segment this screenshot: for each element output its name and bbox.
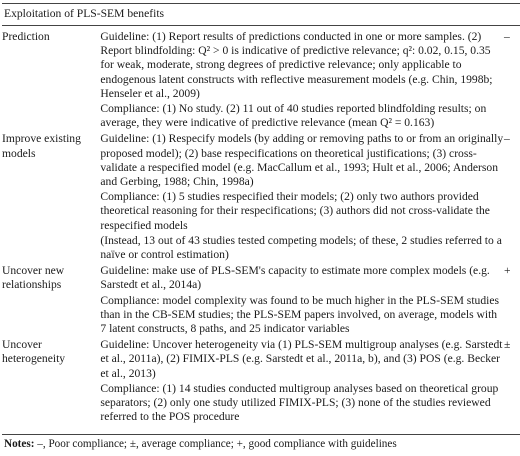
notes-text: –, Poor compliance; ±, average compliance; +, good compliance with guidelines <box>34 438 397 450</box>
table-row <box>2 264 518 338</box>
table-row <box>2 132 518 264</box>
row-compliance: Compliance: (1) No study. (2) 11 out of 40 studies reported blindfolding results; on average, they were indicative of predictive relevance (mean Q² = 0.163) <box>100 102 487 130</box>
row-category: Uncover heterogeneity <box>2 338 66 366</box>
row-body <box>100 264 504 338</box>
row-rating: – <box>503 30 510 43</box>
row-guideline: Guideline: (1) Respecify models (by adding or removing paths to or from an originally proposed model); (2) base respecifications on theoretical justifications; (3) cross-validate a respecified model (e.g. MacCallum et al., 1993; Hult et al., 2006; Anderson and Gerbing, 1988; Chin, 1998a) <box>100 132 504 189</box>
row-category: Prediction <box>2 30 50 43</box>
row-compliance: Compliance: model complexity was found to be much higher in the PLS-SEM studies than in the CB-SEM studies; the PLS-SEM papers involved, on average, models with 7 latent constructs, 8 paths, and 25 indicator variables <box>100 293 500 336</box>
table-row <box>2 30 518 132</box>
table-row <box>2 338 518 426</box>
row-body <box>100 30 504 132</box>
row-compliance: Compliance: (1) 5 studies respecified their models; (2) only two authors provided theoretical reasoning for their respecifications; (3) authors did not cross-validate the respecified models <box>100 190 490 232</box>
row-rating: + <box>503 264 511 278</box>
row-guideline: Guideline: Uncover heterogeneity via (1) PLS-SEM multigroup analyses (e.g. Sarstedt et al., 2011a), (2) FIMIX-PLS (e.g. Sarstedt et al., 2011a, b), and (3) POS (e.g. Becker et al., 2013) <box>100 338 503 380</box>
benefits-table <box>2 30 518 426</box>
row-category: Uncover new relationships <box>2 264 65 292</box>
row-guideline: Guideline: (1) Report results of predictions conducted in one or more samples. (2) Report blindfolding: Q² > 0 is indicative of predictive relevance; q²: 0.02, 0.15, 0.35 for weak, moderate, strong degrees of predictive relevance; only applicable to endogenous latent constructs with reflective measurement models (e.g. Chin, 1998b; Henseler et al., 2009) <box>100 30 493 100</box>
row-rating: ± <box>503 338 511 352</box>
row-rating: – <box>503 132 510 146</box>
table-notes <box>2 434 520 451</box>
row-note: (Instead, 13 out of 43 studies tested competing models; of these, 2 studies referred to a naïve or control estimation) <box>100 233 502 262</box>
row-compliance: Compliance: (1) 14 studies conducted multigroup analyses based on theoretical group separators; (2) only one study utilized FIMIX-PLS; (3) none of the studies reviewed referred to the POS procedure <box>100 381 499 424</box>
row-body <box>100 338 504 426</box>
table-title: Exploitation of PLS-SEM benefits <box>2 3 520 26</box>
row-body <box>100 132 504 264</box>
row-category: Improve existing models <box>2 132 81 160</box>
notes-label: Notes: <box>4 438 35 450</box>
row-guideline: Guideline: make use of PLS-SEM's capacity to estimate more complex models (e.g. Sarstedt et al., 2014a) <box>100 264 490 292</box>
